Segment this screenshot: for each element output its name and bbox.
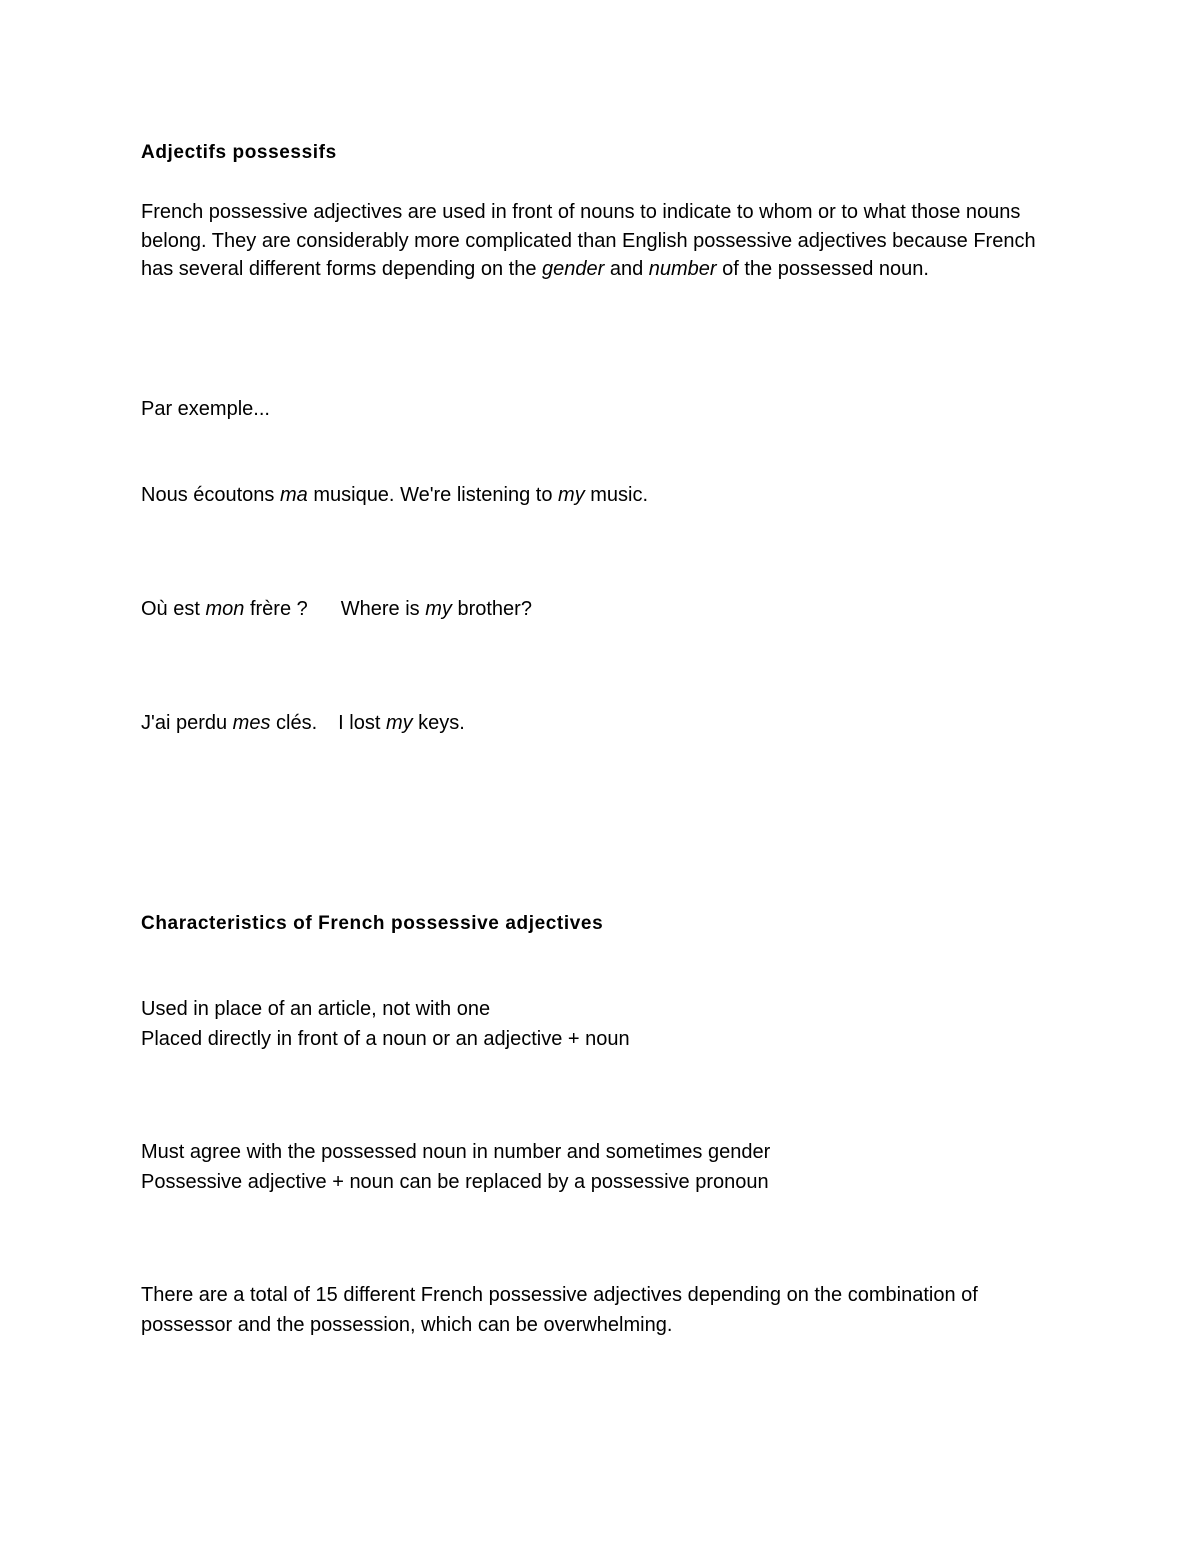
example-fr-possessive: ma xyxy=(279,484,308,506)
example-en-possessive: my xyxy=(425,598,452,620)
example-fr-possessive: mon xyxy=(205,598,245,620)
example-en-text: We're listening to xyxy=(400,484,559,506)
intro-text-2: and xyxy=(604,258,649,280)
example-en-text: Where is xyxy=(340,598,426,620)
example-en-text: keys. xyxy=(412,712,465,734)
example-sentence-1 xyxy=(141,484,648,507)
example-en-possessive: my xyxy=(385,712,413,734)
example-en-text: music. xyxy=(584,484,649,506)
example-en-possessive: my xyxy=(558,484,585,506)
characteristics-heading: Characteristics of French possessive adjectives xyxy=(141,913,604,934)
characteristics-group-1 xyxy=(141,994,630,1054)
example-en-text: I lost xyxy=(338,712,386,734)
example-fr-text: J'ai perdu xyxy=(141,712,233,734)
closing-paragraph: There are a total of 15 different French possessive adjectives depending on the combination of possessor and the possession, which can be overwhelming. xyxy=(141,1284,978,1336)
example-fr-text: clés. xyxy=(270,712,318,734)
intro-emphasis-number: number xyxy=(648,258,717,280)
intro-text-1: French possessive adjectives are used in front of nouns to indicate to whom or to what those nouns belong. They are considerably more complicated than English possessive adjectives because French has several different forms depending on the xyxy=(141,201,1036,280)
intro-emphasis-gender: gender xyxy=(542,258,605,280)
example-fr-text: Nous écoutons xyxy=(141,484,280,506)
characteristic-item: Placed directly in front of a noun or an adjective + noun xyxy=(141,1028,630,1050)
example-fr-possessive: mes xyxy=(232,712,271,734)
example-fr-text: musique. xyxy=(307,484,395,506)
characteristics-group-2 xyxy=(141,1137,770,1197)
page-title: Adjectifs possessifs xyxy=(141,142,337,163)
characteristic-item: Used in place of an article, not with one xyxy=(141,998,491,1020)
example-sentence-3 xyxy=(141,712,465,735)
intro-text-3: of the possessed noun. xyxy=(716,258,929,280)
example-sentence-2 xyxy=(141,598,532,621)
example-fr-text: frère ? xyxy=(244,598,308,620)
characteristic-item: Possessive adjective + noun can be replaced by a possessive pronoun xyxy=(141,1171,769,1193)
examples-label: Par exemple... xyxy=(141,398,270,420)
characteristic-item: Must agree with the possessed noun in number and sometimes gender xyxy=(141,1141,771,1163)
intro-paragraph xyxy=(141,198,1041,284)
example-en-text: brother? xyxy=(451,598,532,620)
example-fr-text: Où est xyxy=(141,598,206,620)
